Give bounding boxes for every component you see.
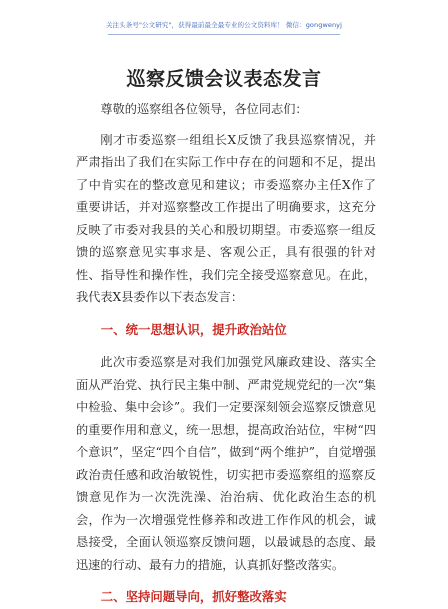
greeting: 尊敬的巡察组各位领导，各位同志们： xyxy=(100,102,308,116)
header-banner: 关注头条号"公文研究"，获得最前最全最专业的公文资料库！ 微信：gongwenyj xyxy=(105,21,343,29)
section-heading-2: 二、坚持问题导向，抓好整改落实 xyxy=(100,589,287,604)
section-heading-1: 一、统一思想认识，提升政治站位 xyxy=(100,321,287,337)
document-body xyxy=(76,98,376,609)
paragraph-intro: 刚才市委巡察一组组长X反馈了我县巡察情况，并严肃指出了我们在实际工作中存在的问题和不足，提出了中肯实在的整改意见和建议；市委巡察办主任X作了重要讲话，并对巡察整改工作提出了明确要求，这充分反映了市委对我县的关心和殷切期望。市委巡察一组反馈的巡察意见实事求是、客观公正，具有很强的针对性、指导性和操作性，我们完全接受巡察意见。在此，我代表X县委作以下表态发言： xyxy=(76,132,376,304)
paragraph-section-1: 此次市委巡察是对我们加强党风廉政建设、落实全面从严治党、执行民主集中制、严肃党规党纪的一次“集中检验、集中会诊”。我们一定要深刻领会巡察反馈意见的重要作用和意义，统一思想，提高政治站位，牢树“四个意识”，坚定“四个自信”，做到“两个维护”，自觉增强政治责任感和政治敏锐性，切实把市委巡察组的巡察反馈意见作为一次洗洗澡、治治病、优化政治生态的机会，作为一次增强党性修养和改进工作作风的机会，诚恳接受，全面认领巡察反馈问题，以最诚恳的态度、最迅速的行动、最有力的措施，认真抓好整改落实。 xyxy=(76,355,376,572)
document-title: 巡察反馈会议表态发言 xyxy=(126,68,322,90)
banner-divider xyxy=(108,34,340,35)
